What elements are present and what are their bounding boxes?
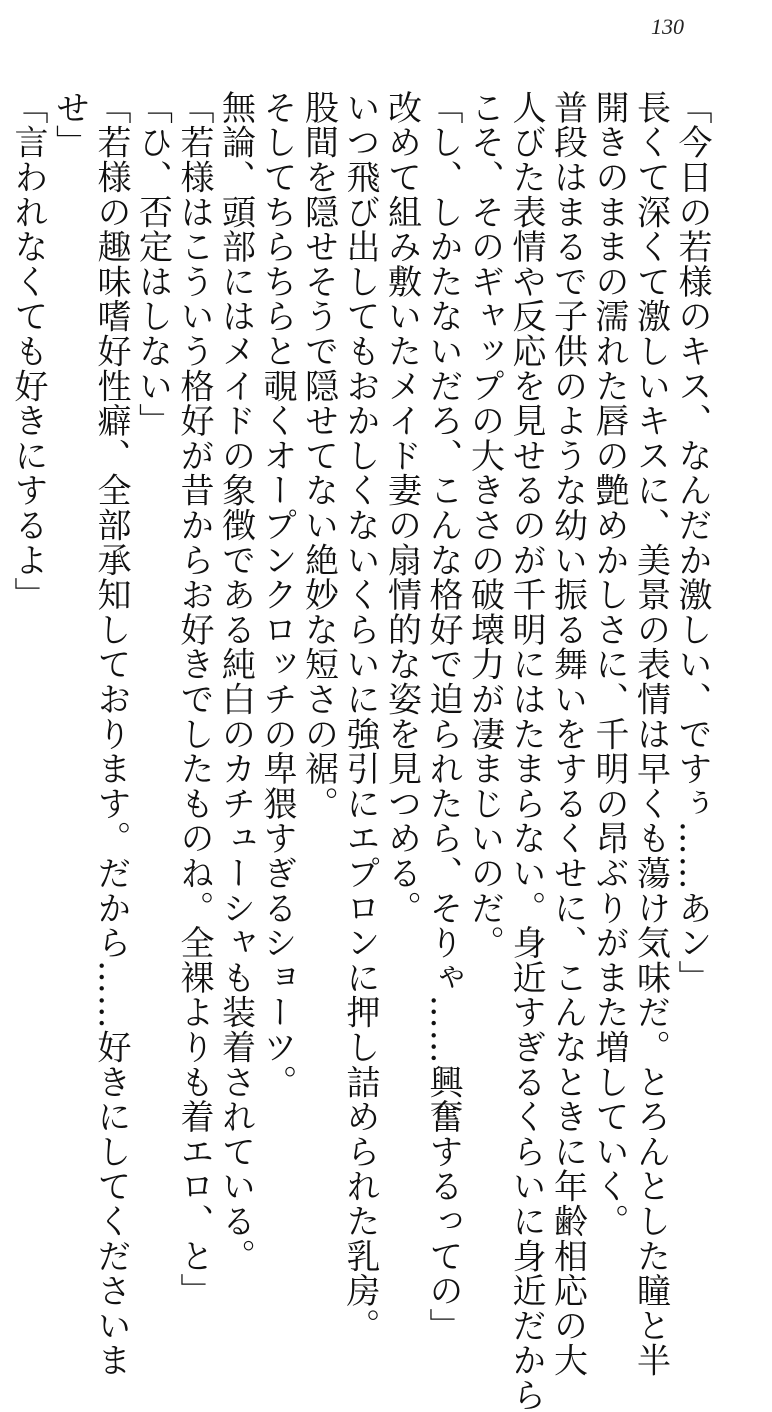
body-text: [7, 90, 713, 1412]
text-line: 「若様の趣味嗜好性癖、全部承知しております。だから……好きにしてくださいま: [91, 90, 131, 1378]
text-line: 「ひ、否定はしない」: [132, 90, 173, 438]
page-number: 130: [651, 14, 684, 39]
text-line: 「今日の若様のキス、なんだか激しい、ですぅ……あン」: [672, 90, 712, 995]
text-line: 長くて深くて激しいキスに、美景の表情は早くも蕩け気味だ。とろんとした瞳と半: [630, 90, 671, 1378]
text-line: 股間を隠せそうで隠せてない絶妙な短さの裾。: [298, 90, 339, 821]
text-line: そしてちらちらと覗くオープンクロッチの卑猥すぎるショーツ。: [257, 90, 297, 1100]
text-line: いつ飛び出してもおかしくないくらいに強引にエプロンに押し詰められた乳房。: [340, 90, 380, 1343]
text-line: せ」: [49, 90, 90, 160]
text-line: 普段はまるで子供のような幼い振る舞いをするくせに、こんなときに年齢相応の大: [547, 90, 588, 1378]
text-line: 「し、しかたないだろ、こんな格好で迫られたら、そりゃ……興奮するっての」: [423, 90, 463, 1343]
text-line: 「言われなくても好きにするよ」: [8, 90, 48, 612]
text-line: こそ、そのギャップの大きさの破壊力が凄まじいのだ。: [464, 90, 505, 960]
text-line: 「若様はこういう格好が昔からお好きでしたものね。全裸よりも着エロ、と」: [174, 90, 214, 1308]
text-line: 無論、頭部にはメイドの象徴である純白のカチューシャも装着されている。: [215, 90, 256, 1274]
text-line: 改めて組み敷いたメイド妻の扇情的な姿を見つめる。: [381, 90, 422, 926]
text-line: 開きのままの濡れた唇の艶めかしさに、千明の昂ぶりがまた増していく。: [589, 90, 629, 1239]
text-line: 人びた表情や反応を見せるのが千明にはたまらない。身近すぎるくらいに身近だから: [506, 90, 546, 1412]
